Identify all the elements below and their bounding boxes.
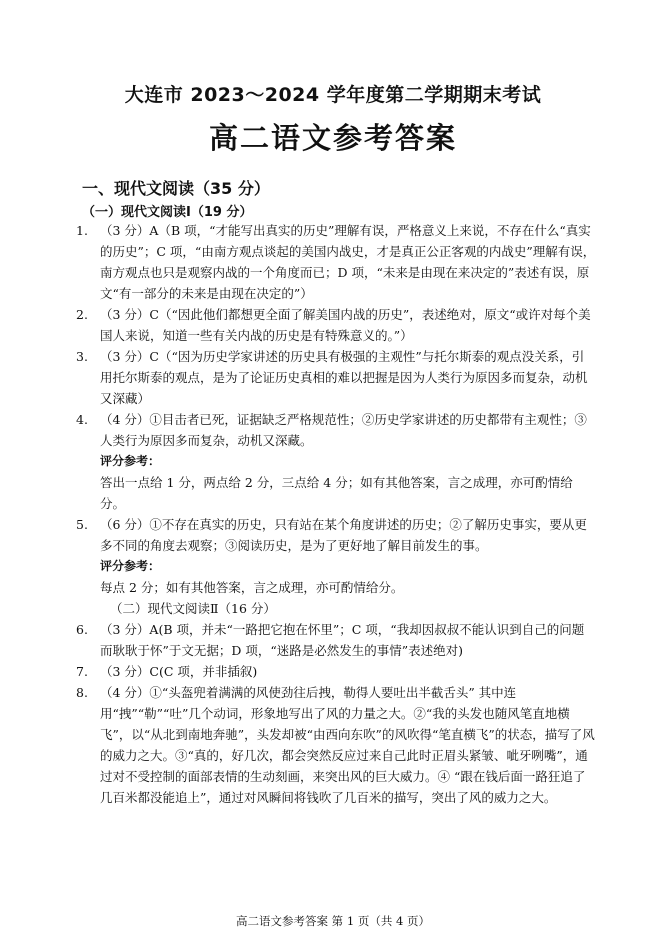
item-number: 7.: [76, 664, 88, 679]
scoring-text-4: 答出一点给 1 分，两点给 2 分，三点给 4 分；如有其他答案，言之成理，亦可酌情给分。: [100, 475, 573, 511]
subsection-heading-1: （一）现代文阅读Ⅰ（19 分）: [82, 205, 253, 220]
scoring-text-5: 每点 2 分；如有其他答案，言之成理，亦可酌情给分。: [100, 580, 404, 595]
item-number: 5.: [76, 517, 88, 532]
item-text: （3 分）C（“因此他们都想更全面了解美国内战的历史”，表述绝对，原文“或许对每个美国人来说，知道一些有关内战的历史是有特殊意义的。”）: [100, 307, 591, 343]
answer-item-8: [76, 682, 596, 808]
answer-item-3: [76, 346, 596, 409]
page-footer: 高二语文参考答案 第 1 页（共 4 页）: [236, 914, 430, 928]
answer-key-title: 高二语文参考答案: [208, 121, 457, 155]
answer-item-7: [76, 661, 596, 682]
answer-item-2: [76, 304, 596, 346]
item-number: 3.: [76, 349, 88, 364]
item-number: 4.: [76, 412, 88, 427]
section-heading: 一、现代文阅读（35 分）: [82, 179, 270, 198]
subsection-heading-2: （二）现代文阅读Ⅱ（16 分）: [110, 601, 276, 616]
item-text: （4 分）①目击者已死，证据缺乏严格规范性；②历史学家讲述的历史都带有主观性；③人类行为原因多而复杂，动机又深藏。: [100, 412, 587, 448]
answer-item-5: [76, 514, 596, 556]
item-number: 1.: [76, 223, 88, 238]
item-text: （3 分）C(C 项，并非插叙): [100, 664, 258, 679]
item-text: （6 分）①不存在真实的历史，只有站在某个角度讲述的历史；②了解历史事实，要从更多不同的角度去观察；③阅读历史，是为了更好地了解目前发生的事。: [100, 517, 587, 553]
item-text: （3 分）A（B 项，“才能写出真实的历史”理解有误，严格意义上来说，不存在什么“真实的历史”；C 项，“由南方观点谈起的美国内战史，才是真正公正客观的内战史”理解有误，南方观点也只是观察内战的一个角度而已；D 项，“未来是由现在来决定的”表述有误，原文“有一部分的未来是由现在决定的”）: [100, 223, 596, 301]
exam-title: 大连市 2023～2024 学年度第二学期期末考试: [124, 84, 542, 106]
answer-item-4: [76, 409, 596, 451]
answer-item-1: [76, 220, 596, 304]
scoring-label-5: 评分参考：: [100, 559, 161, 573]
item-text: （3 分）C（“因为历史学家讲述的历史具有极强的主观性”与托尔斯泰的观点没关系，引用托尔斯泰的观点，是为了论证历史真相的难以把握是因为人类行为原因多而复杂，动机又深藏）: [100, 349, 588, 406]
answer-item-6: [76, 619, 596, 661]
scoring-label-4: 评分参考：: [100, 454, 161, 468]
item-text: （3 分）A(B 项，并未“一路把它抱在怀里”；C 项，“我却因叔叔不能认识到自己的问题而耿耿于怀”于文无据；D 项，“迷路是必然发生的事情”表述绝对): [100, 622, 585, 658]
item-number: 8.: [76, 685, 88, 700]
answer-body: [76, 220, 596, 808]
item-number: 6.: [76, 622, 88, 637]
item-text: （4 分）①“头盔兜着满满的风使劲往后拽，勒得人要吐出半截舌头” 其中连用“拽”“勒”“吐”几个动词，形象地写出了风的力量之大。②“我的头发也随风笔直地横飞”，以“从北到南地奔驰”，头发却被“由西向东吹”的风吹得“笔直横飞”的状态，描写了风的威力之大。③“真的，好几次，都会突然反应过来自己此时正眉头紧皱、呲牙咧嘴”，通过对不受控制的面部表情的生动刻画，来突出风的巨大威力。④ “跟在钱后面一路狂追了几百米都没能追上”，通过对风瞬间将钱吹了几百米的描写，突出了风的威力之大。: [100, 685, 595, 805]
item-number: 2.: [76, 307, 88, 322]
